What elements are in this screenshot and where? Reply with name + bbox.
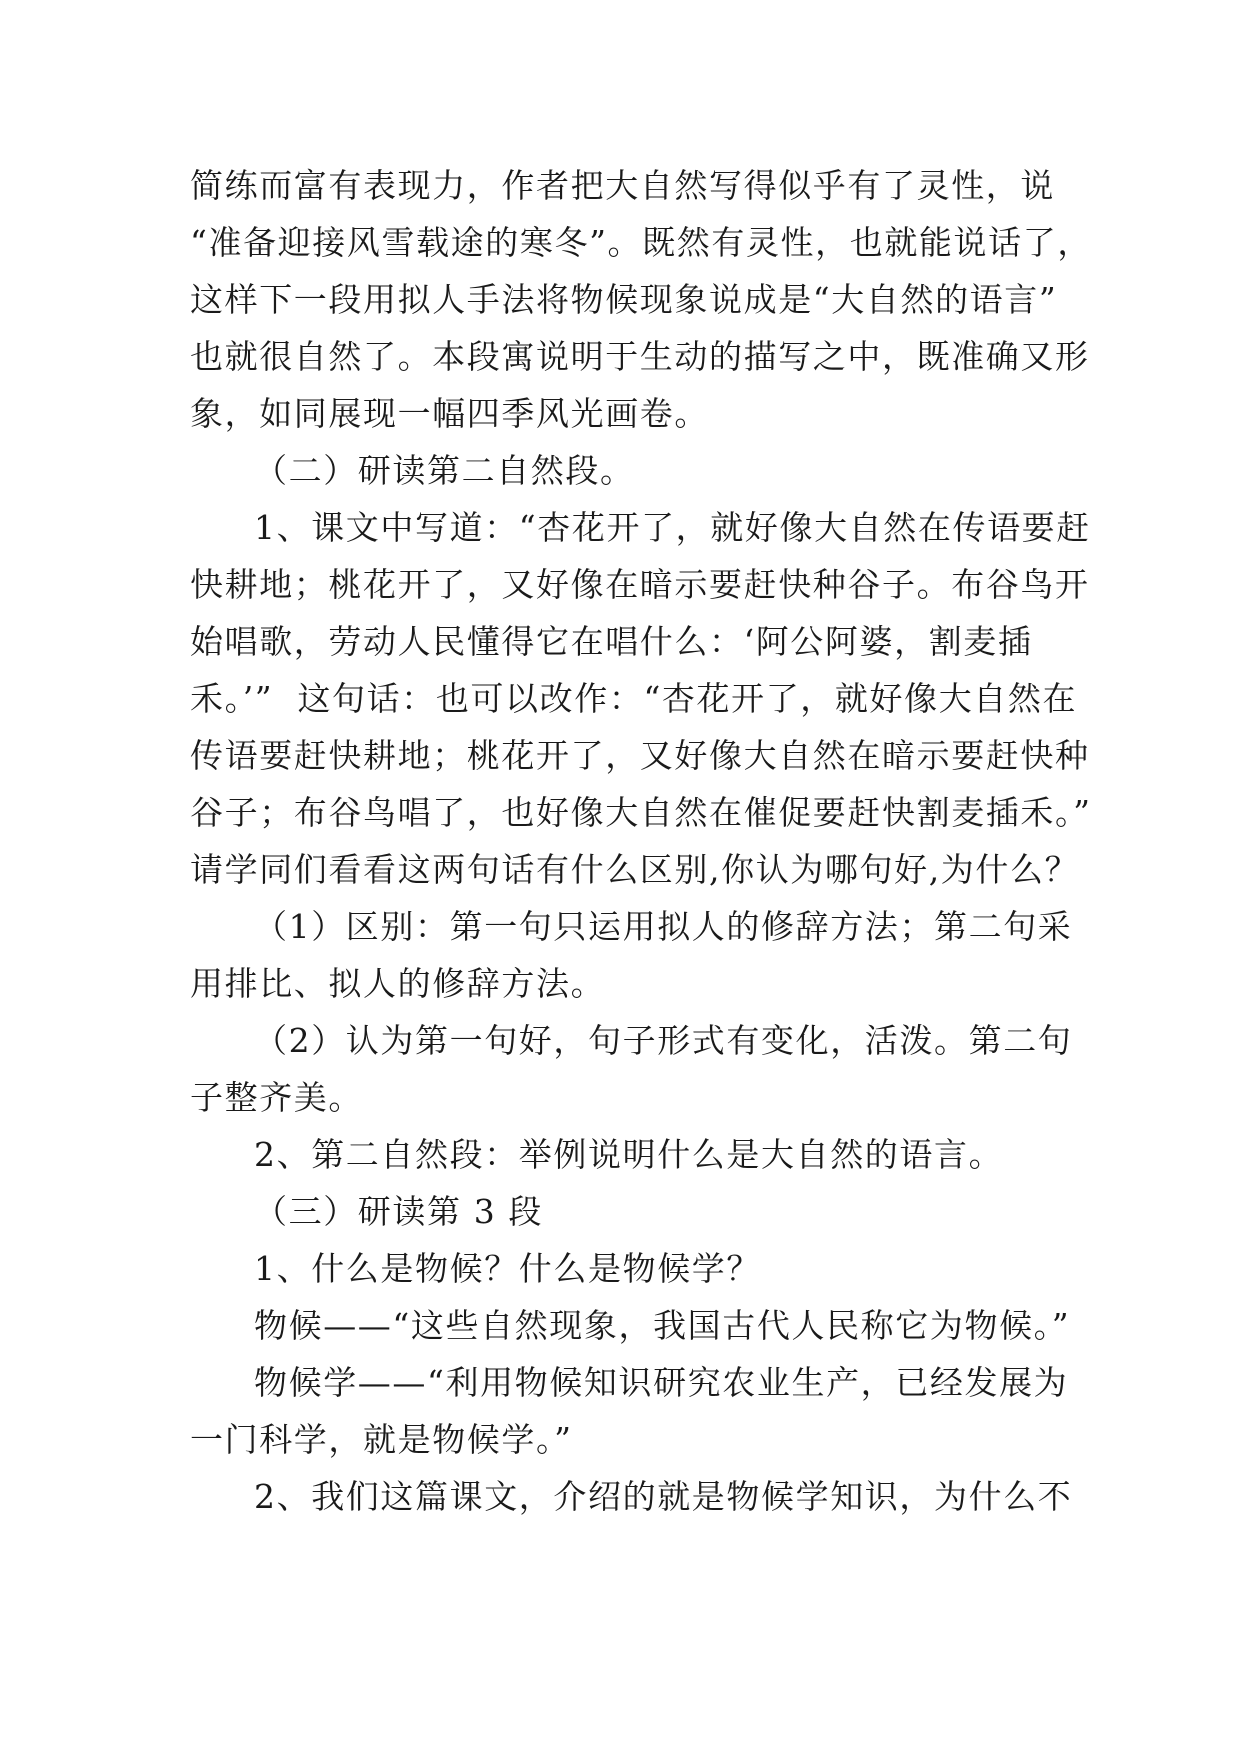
text-line: 始唱歌，劳动人民懂得它在唱什么：‘阿公阿婆，割麦插	[190, 622, 1033, 661]
text-line: 物候学——“利用物候知识研究农业生产，已经发展为	[254, 1363, 1069, 1402]
text-line: 象，如同展现一幅四季风光画卷。	[190, 394, 709, 433]
text-line: 禾。’” 这句话：也可以改作：“杏花开了，就好像大自然在	[190, 679, 1078, 718]
section-heading: （三）研读第 3 段	[254, 1192, 543, 1231]
text-line: 一门科学，就是物候学。”	[190, 1420, 573, 1459]
text-line: 用排比、拟人的修辞方法。	[190, 964, 606, 1003]
section-heading: （二）研读第二自然段。	[254, 451, 635, 490]
text-line: 1、课文中写道：“杏花开了，就好像大自然在传语要赶	[254, 508, 1091, 547]
text-line: 也就很自然了。本段寓说明于生动的描写之中，既准确又形	[190, 337, 1090, 376]
text-line: 简练而富有表现力，作者把大自然写得似乎有了灵性，说	[190, 166, 1055, 205]
text-line: 子整齐美。	[190, 1078, 363, 1117]
text-line: 2、我们这篇课文，介绍的就是物候学知识，为什么不	[254, 1477, 1073, 1516]
text-line: 1、什么是物候？什么是物候学？	[254, 1249, 761, 1288]
text-line: 请学同们看看这两句话有什么区别,你认为哪句好,为什么？	[190, 850, 1080, 889]
text-line: 这样下一段用拟人手法将物候现象说成是“大自然的语言”	[190, 280, 1058, 319]
text-line: 快耕地；桃花开了，又好像在暗示要赶快种谷子。布谷鸟开	[190, 565, 1090, 604]
text-line: 2、第二自然段：举例说明什么是大自然的语言。	[254, 1135, 1004, 1174]
text-line: 传语要赶快耕地；桃花开了，又好像大自然在暗示要赶快种	[190, 736, 1090, 775]
text-line: 物候——“这些自然现象，我国古代人民称它为物候。”	[254, 1306, 1071, 1345]
text-line: 谷子；布谷鸟唱了，也好像大自然在催促要赶快割麦插禾。”	[190, 793, 1092, 832]
text-line: “准备迎接风雪载途的寒冬”。既然有灵性，也就能说话了，	[190, 223, 1092, 262]
text-line: （1）区别：第一句只运用拟人的修辞方法；第二句采	[254, 907, 1073, 946]
text-line: （2）认为第一句好，句子形式有变化，活泼。第二句	[254, 1021, 1073, 1060]
